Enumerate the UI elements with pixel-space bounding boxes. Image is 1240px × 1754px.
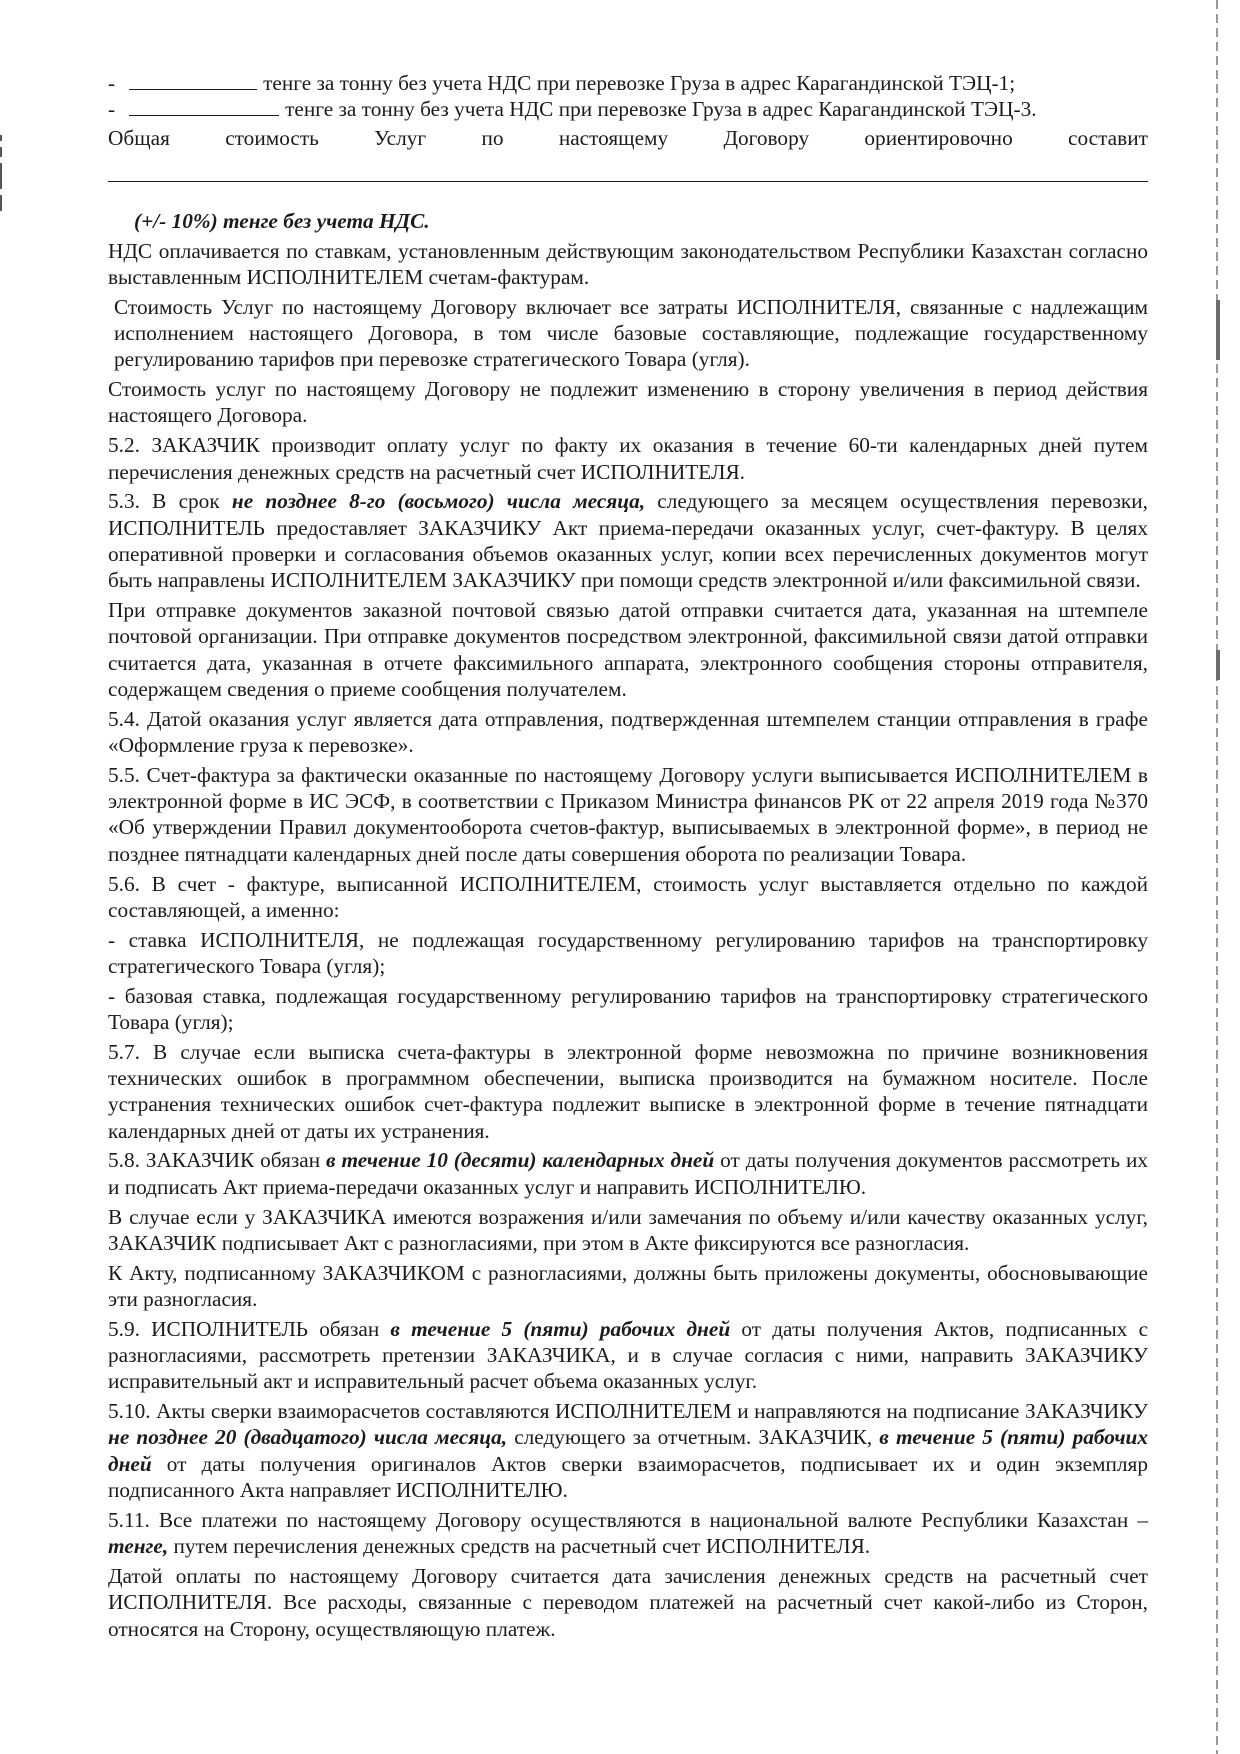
paragraph-objections: В случае если у ЗАКАЗЧИКА имеются возражения и/или замечания по объему и/или качеству оказанных услуг, ЗАКАЗЧИК подписывает Акт с разногласиями, при этом в Акте фиксируются все разногласия. bbox=[108, 1204, 1148, 1255]
clause-5-9-text: 5.9. ИСПОЛНИТЕЛЬ обязан bbox=[108, 1316, 391, 1341]
cost-word: Общая bbox=[108, 125, 170, 150]
clause-5-8-text: 5.8. ЗАКАЗЧИК обязан bbox=[108, 1148, 327, 1173]
list-item-executor-rate: - ставка ИСПОЛНИТЕЛЯ, не подлежащая государственному регулированию тарифов на транспортировку стратегического Товара (угля); bbox=[108, 927, 1148, 978]
cost-word: настоящему bbox=[558, 125, 669, 150]
clause-5-10-text-rest: от даты получения оригиналов Актов сверки взаиморасчетов, подписывает их и один экземпляр подписанного Акта направляет ИСПОЛНИТЕЛЮ. bbox=[108, 1451, 1148, 1503]
tariff-line-1 bbox=[108, 70, 1148, 96]
tariff-line-2-text: тенге за тонну без учета НДС при перевозке Груза в адрес Карагандинской ТЭЦ-3. bbox=[285, 97, 1037, 122]
clause-5-10 bbox=[108, 1398, 1148, 1503]
tariff-line-1-dash: - bbox=[108, 71, 116, 95]
clause-5-11-currency: тенге, bbox=[108, 1534, 169, 1559]
clause-5-11-text-rest: путем перечисления денежных средств на расчетный счет ИСПОЛНИТЕЛЯ. bbox=[168, 1534, 871, 1559]
list-item-base-rate: - базовая ставка, подлежащая государственному регулированию тарифов на транспортировку стратегического Товара (угля); bbox=[108, 983, 1148, 1034]
paragraph-justification: К Акту, подписанному ЗАКАЗЧИКОМ с разногласиями, должны быть приложены документы, обосновывающие эти разногласия. bbox=[108, 1260, 1148, 1311]
tariff-line-1-text: тенге за тонну без учета НДС при перевозке Груза в адрес Карагандинской ТЭЦ-1; bbox=[263, 71, 1016, 95]
paragraph-vat-rates: НДС оплачивается по ставкам, установленным действующим законодательством Республики Казахстан согласно выставленным ИСПОЛНИТЕЛЕМ счетам-фактурам. bbox=[108, 238, 1148, 289]
clause-5-10-text: 5.10. Акты сверки взаиморасчетов составляются ИСПОЛНИТЕЛЕМ и направляются на подписание ЗАКАЗЧИКУ bbox=[108, 1399, 1148, 1424]
paragraph-service-cost: Стоимость Услуг по настоящему Договору включает все затраты ИСПОЛНИТЕЛЯ, связанные с надлежащим исполнением настоящего Договора, в том числе базовые составляющие, подлежащие государственному регулированию тарифов при перевозке стратегического Товара (угля). bbox=[114, 294, 1148, 372]
clause-5-11-text: 5.11. Все платежи по настоящему Договору осуществляются в национальной валюте Республики Казахстан – bbox=[108, 1507, 1148, 1532]
scan-speck bbox=[1216, 650, 1220, 680]
clause-5-3-text-rest: следующего за месяцем осуществления перевозки, ИСПОЛНИТЕЛЬ предоставляет ЗАКАЗЧИКУ Акт приема-передачи оказанных услуг, счет-фактуру. В целях оперативной проверки и согласования объемов оказанных услуг, копии всех перечисленных документов могут быть направлены ИСПОЛНИТЕЛЕМ ЗАКАЗЧИКУ при помощи средств электронной и/или факсимильной связи. bbox=[108, 489, 1148, 593]
clause-5-2: 5.2. ЗАКАЗЧИК производит оплату услуг по факту их оказания в течение 60-ти календарных дней путем перечисления денежных средств на расчетный счет ИСПОЛНИТЕЛЯ. bbox=[108, 433, 1148, 484]
paragraph-payment-date: Датой оплаты по настоящему Договору считается дата зачисления денежных средств на расчетный счет ИСПОЛНИТЕЛЯ. Все расходы, связанные с переводом платежей на расчетный счет какой-либо из Сторон, относятся на Сторону, осуществляющую платеж. bbox=[108, 1563, 1148, 1641]
cost-word: составит bbox=[1068, 125, 1148, 150]
vat-note: (+/- 10%) тенге без учета НДС. bbox=[134, 208, 430, 233]
clause-5-9-text-rest: от даты получения Актов, подписанных с разногласиями, рассмотреть претензии ЗАКАЗЧИКА, и в случае согласия с ними, направить ЗАКАЗЧИКУ исправительный акт и исправительный расчет объема оказанных услуг. bbox=[108, 1316, 1149, 1394]
clause-5-11 bbox=[108, 1507, 1148, 1560]
clause-5-9-deadline: в течение 5 (пяти) рабочих дней bbox=[390, 1316, 731, 1341]
total-cost-blank bbox=[108, 151, 1148, 182]
cost-word: Услуг bbox=[374, 125, 427, 150]
scan-edge-artifact bbox=[1216, 0, 1218, 1754]
cost-word: ориентировочно bbox=[864, 125, 1013, 150]
clause-5-6: 5.6. В счет - фактуре, выписанной ИСПОЛНИТЕЛЕМ, стоимость услуг выставляется отдельно по каждой составляющей, а именно: bbox=[108, 871, 1148, 922]
clause-5-8 bbox=[108, 1147, 1148, 1200]
clause-5-8-deadline: в течение 10 (десяти) календарных дней bbox=[326, 1148, 715, 1173]
clause-5-7: 5.7. В случае если выписка счета-фактуры в электронной форме невозможна по причине возникновения технических ошибок в программном обеспечении, выписка производится на бумажном носителе. После устранения технических ошибок счет-фактура подлежит выписке в электронной форме в течение пятнадцати календарных дней от даты их устранения. bbox=[108, 1039, 1148, 1143]
clause-5-3-text: 5.3. В срок bbox=[108, 489, 232, 514]
clause-5-9 bbox=[108, 1316, 1148, 1395]
cost-word: по bbox=[481, 125, 504, 150]
clause-5-4: 5.4. Датой оказания услуг является дата отправления, подтвержденная штемпелем станции отправления в графе «Оформление груза к перевозке». bbox=[108, 706, 1148, 758]
clause-5-10-deadline-2: в течение 5 (пяти) рабочих дней bbox=[108, 1425, 1148, 1476]
clause-5-3 bbox=[108, 488, 1148, 593]
cost-word: Договору bbox=[723, 125, 810, 150]
left-margin-marks bbox=[0, 135, 6, 217]
document-page bbox=[108, 70, 1148, 1645]
clause-5-3-deadline: не позднее 8-го (восьмого) числа месяца, bbox=[231, 489, 646, 514]
clause-5-5: 5.5. Счет-фактура за фактически оказанные по настоящему Договору услуги выписывается ИСПОЛНИТЕЛЕМ в электронной форме в ИС ЭСФ, в соответствии с Приказом Министра финансов РК от 22 апреля 2019 года №370 «Об утверждении Правил документооборота счетов-фактур, выписываемых в электронной форме», в период не позднее пятнадцати календарных дней после даты совершения оборота по реализации Товара. bbox=[108, 762, 1148, 866]
paragraph-postal-date: При отправке документов заказной почтовой связью датой отправки считается дата, указанная на штемпеле почтовой организации. При отправке документов посредством электронной, факсимильной связи датой отправки считается дата, указанная в отчете факсимильного аппарата, электронного сообщения стороны отправителя, содержащем сведения о приеме сообщения получателем. bbox=[108, 598, 1148, 701]
clause-5-8-text-rest: от даты получения документов рассмотреть их и подписать Акт приема-передачи оказанных услуг и направить ИСПОЛНИТЕЛЮ. bbox=[108, 1148, 1148, 1199]
tariff-line-2 bbox=[108, 96, 1148, 122]
total-cost-line bbox=[108, 125, 1148, 151]
tariff-blank-1 bbox=[129, 71, 257, 90]
scan-speck bbox=[1216, 300, 1220, 360]
clause-5-10-text-mid: следующего за отчетным. ЗАКАЗЧИК, bbox=[507, 1425, 880, 1450]
paragraph-cost-fixed: Стоимость услуг по настоящему Договору не подлежит изменению в сторону увеличения в период действия настоящего Договора. bbox=[108, 377, 1148, 428]
cost-word: стоимость bbox=[225, 125, 319, 150]
clause-5-10-deadline-1: не позднее 20 (двадцатого) числа месяца, bbox=[108, 1425, 508, 1450]
tariff-line-2-dash: - bbox=[108, 97, 116, 122]
tariff-blank-2 bbox=[129, 97, 279, 116]
